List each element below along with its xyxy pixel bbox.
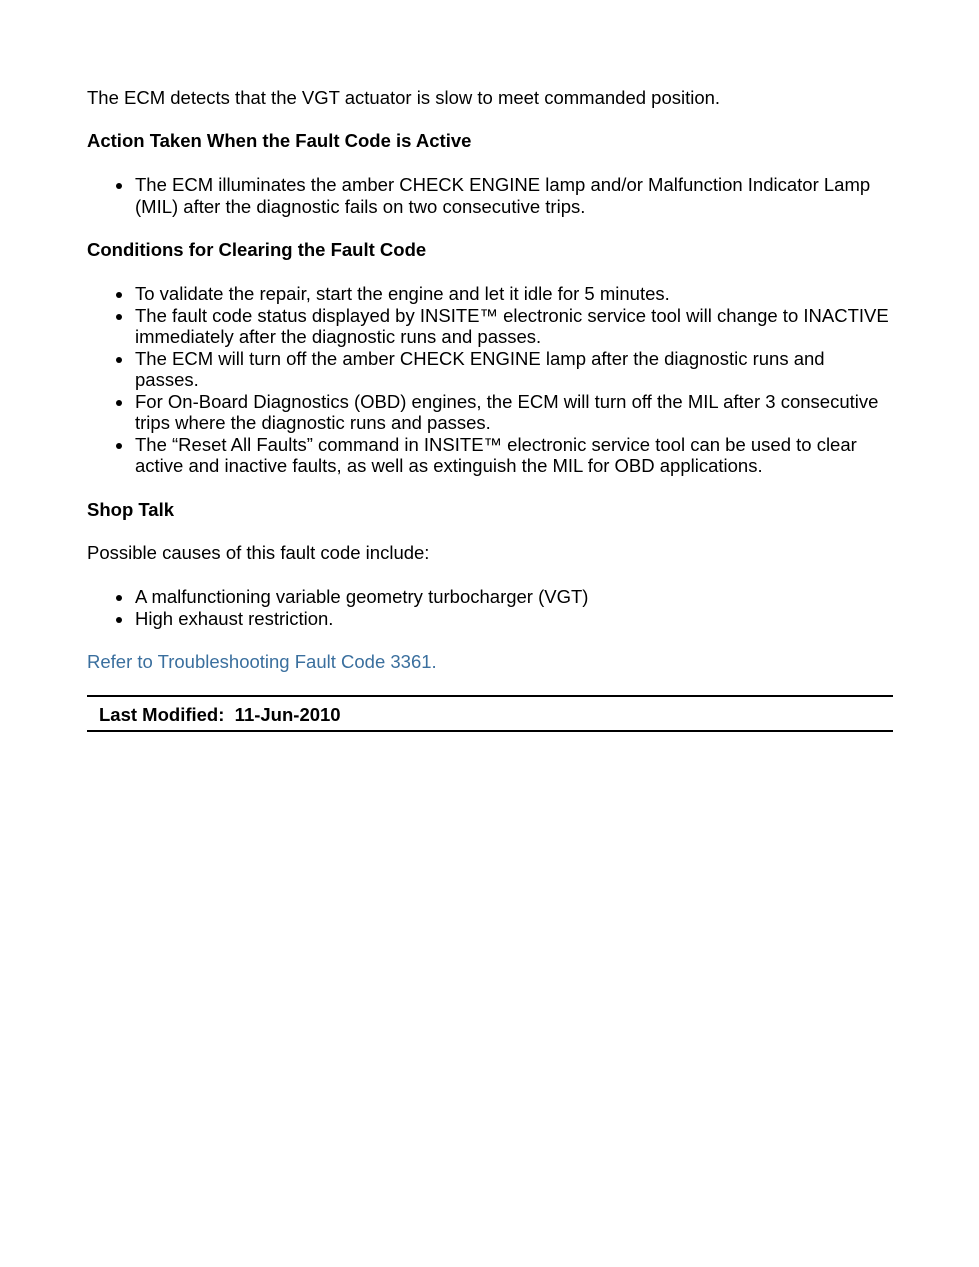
- footer-top-rule: [87, 695, 893, 697]
- last-modified-date: 11-Jun-2010: [234, 704, 341, 725]
- action-heading: Action Taken When the Fault Code is Active: [87, 130, 472, 151]
- troubleshooting-link[interactable]: Refer to Troubleshooting Fault Code 3361.: [87, 651, 437, 672]
- intro-text: The ECM detects that the VGT actuator is slow to meet commanded position.: [87, 87, 721, 108]
- causes-list: [87, 586, 893, 629]
- action-list: [87, 174, 893, 217]
- list-item: The fault code status displayed by INSITE™ electronic service tool will change to INACTIVE immediately after the diagnostic runs and passes.: [87, 305, 893, 348]
- clearing-list: [87, 283, 893, 477]
- footer-bottom-rule: [87, 730, 893, 732]
- last-modified: [99, 704, 341, 726]
- list-item: The “Reset All Faults” command in INSITE™ electronic service tool can be used to clear active and inactive faults, as well as extinguish the MIL for OBD applications.: [87, 434, 893, 477]
- shop-talk-heading: Shop Talk: [87, 499, 175, 520]
- list-item: The ECM illuminates the amber CHECK ENGINE lamp and/or Malfunction Indicator Lamp (MIL) after the diagnostic fails on two consecutive trips.: [87, 174, 893, 217]
- list-item: For On-Board Diagnostics (OBD) engines, the ECM will turn off the MIL after 3 consecutive trips where the diagnostic runs and passes.: [87, 391, 893, 434]
- last-modified-label: Last Modified:: [99, 704, 225, 725]
- list-item: To validate the repair, start the engine and let it idle for 5 minutes.: [87, 283, 893, 305]
- shop-talk-intro: Possible causes of this fault code include:: [87, 542, 430, 563]
- list-item: The ECM will turn off the amber CHECK ENGINE lamp after the diagnostic runs and passes.: [87, 348, 893, 391]
- clearing-heading: Conditions for Clearing the Fault Code: [87, 239, 427, 260]
- list-item: High exhaust restriction.: [87, 608, 893, 630]
- list-item: A malfunctioning variable geometry turbocharger (VGT): [87, 586, 893, 608]
